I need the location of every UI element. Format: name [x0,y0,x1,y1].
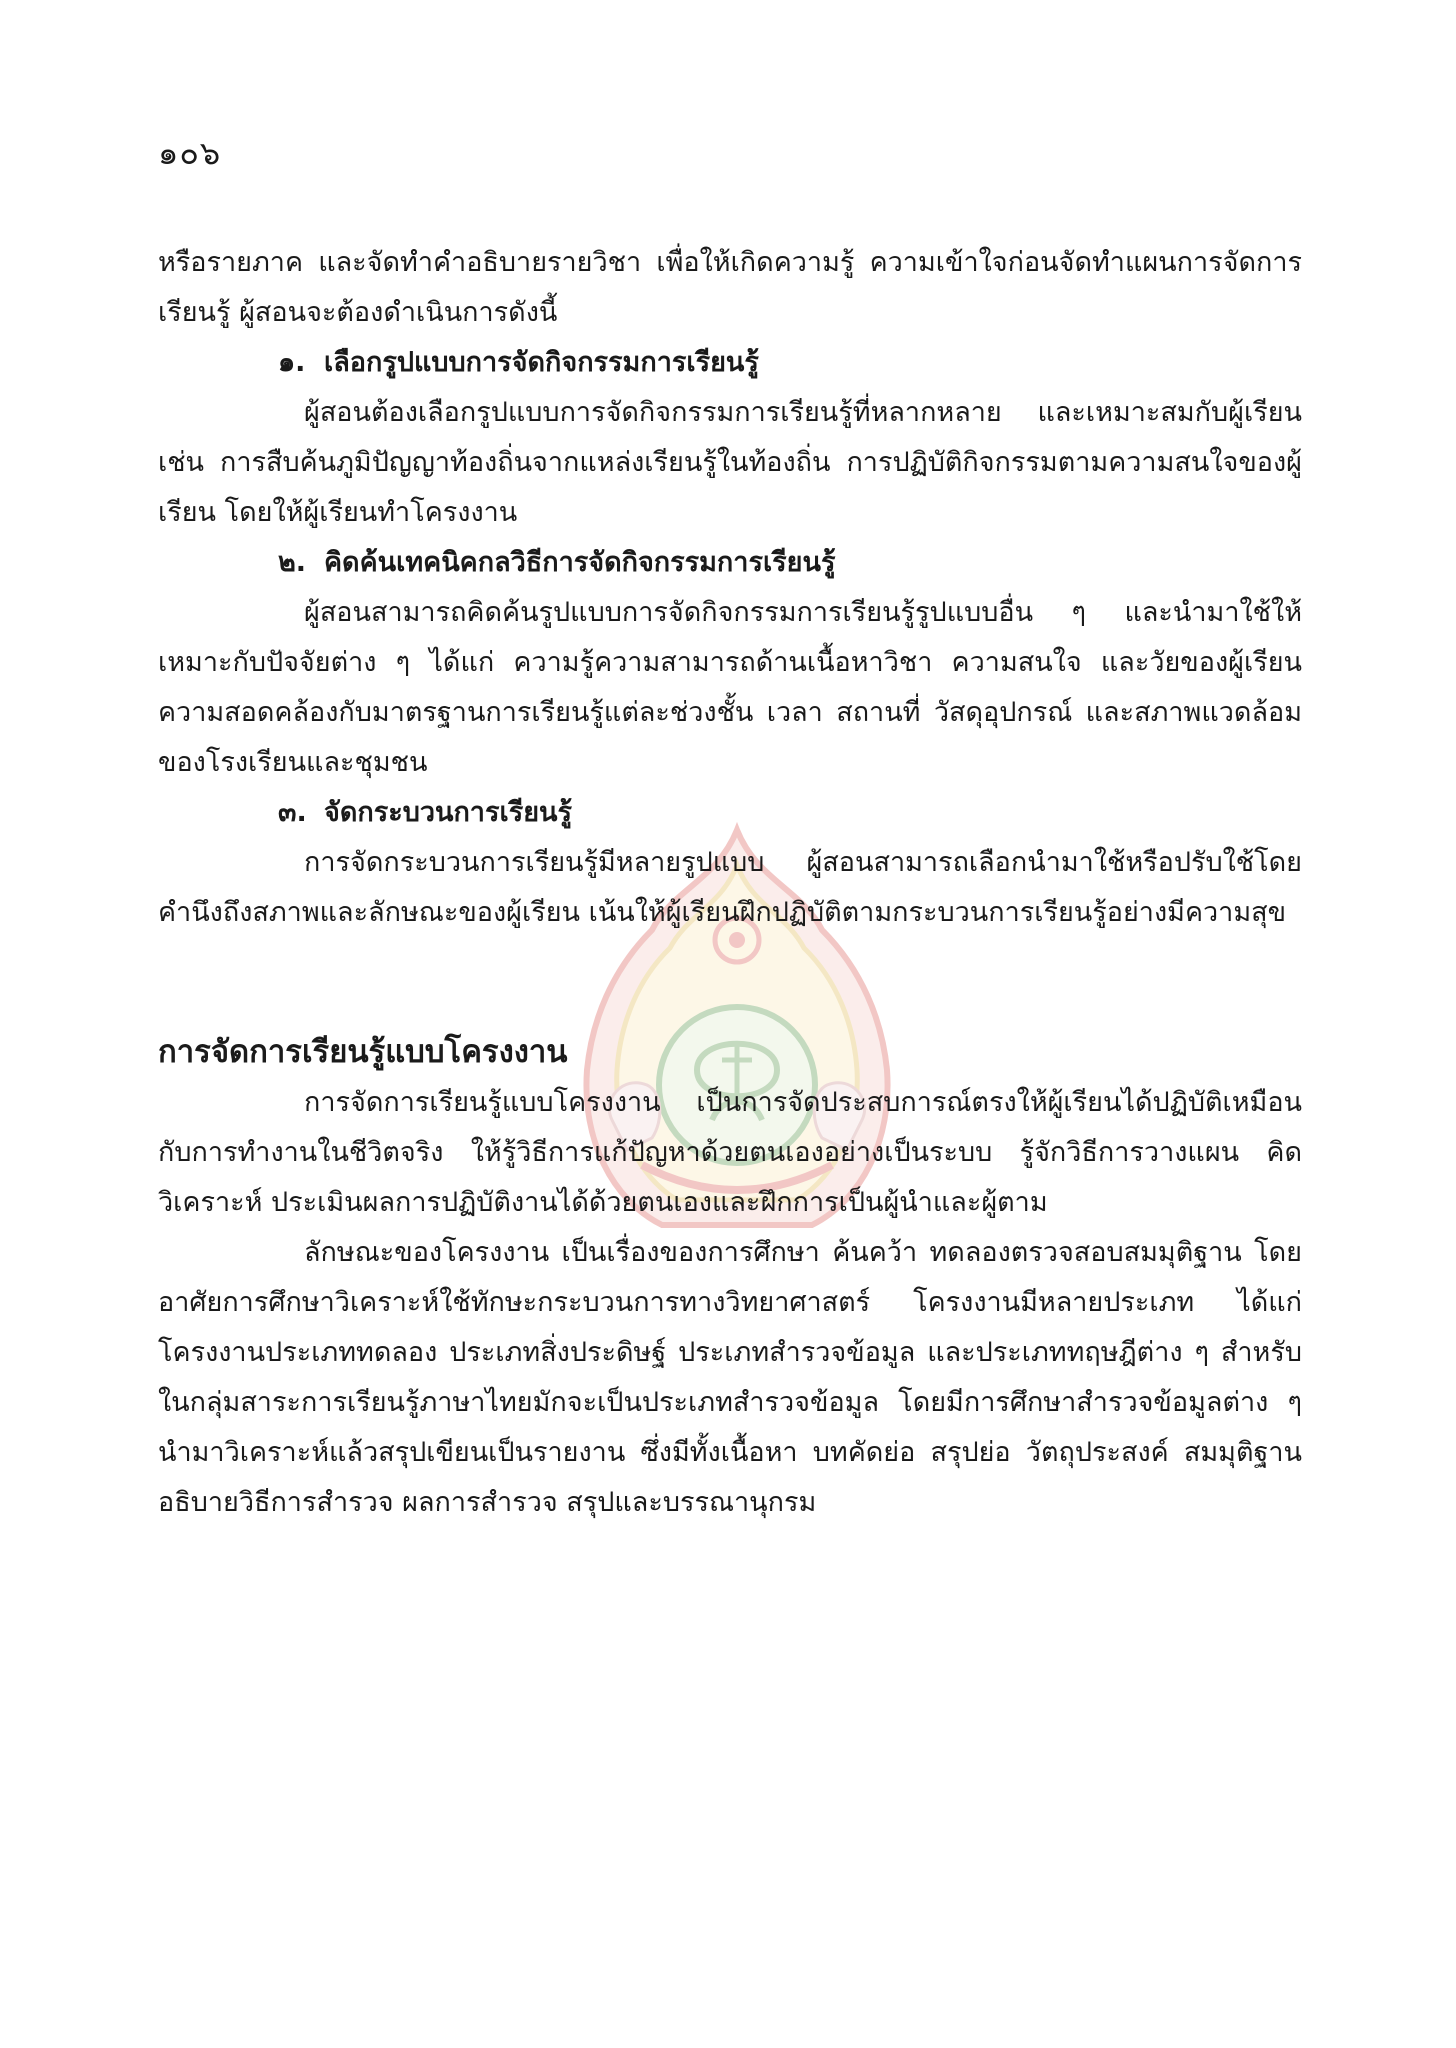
item-body-1: ผู้สอนต้องเลือกรูปแบบการจัดกิจกรรมการเรียนรู้ที่หลากหลาย และเหมาะสมกับผู้เรียน เช่น การสืบค้นภูมิปัญญาท้องถิ่นจากแหล่งเรียนรู้ในท้องถิ่น การปฏิบัติกิจกรรมตามความสนใจของผู้เรียน โดยให้ผู้เรียนทำโครงงาน [158,397,1302,528]
section-title: การจัดการเรียนรู้แบบโครงงาน [158,1034,568,1070]
item-heading-2 [158,538,1302,588]
item-number-1: ๑. [278,347,306,378]
item-body-3: การจัดกระบวนการเรียนรู้มีหลายรูปแบบ ผู้สอนสามารถเลือกนำมาใช้หรือปรับใช้โดยคำนึงถึงสภาพและลักษณะของผู้เรียน เน้นให้ผู้เรียนฝึกปฏิบัติตามกระบวนการเรียนรู้อย่างมีความสุข [158,847,1302,928]
item-title-3: จัดกระบวนการเรียนรู้ [324,797,572,828]
section-paragraph-1: การจัดการเรียนรู้แบบโครงงาน เป็นการจัดประสบการณ์ตรงให้ผู้เรียนได้ปฏิบัติเหมือนกับการทำงานในชีวิตจริง ให้รู้วิธีการแก้ปัญหาด้วยตนเองอย่างเป็นระบบ รู้จักวิธีการวางแผน คิดวิเคราะห์ ประเมินผลการปฏิบัติงานได้ด้วยตนเองและฝึกการเป็นผู้นำและผู้ตาม [158,1087,1302,1218]
item-body-2: ผู้สอนสามารถคิดค้นรูปแบบการจัดกิจกรรมการเรียนรู้รูปแบบอื่น ๆ และนำมาใช้ให้เหมาะกับปัจจัยต่าง ๆ ได้แก่ ความรู้ความสามารถด้านเนื้อหาวิชา ความสนใจ และวัยของผู้เรียน ความสอดคล้องกับมาตรฐานการเรียนรู้แต่ละช่วงชั้น เวลา สถานที่ วัสดุอุปกรณ์ และสภาพแวดล้อมของโรงเรียนและชุมชน [158,597,1302,778]
item-title-1: เลือกรูปแบบการจัดกิจกรรมการเรียนรู้ [324,347,759,378]
section-paragraph-2: ลักษณะของโครงงาน เป็นเรื่องของการศึกษา ค้นคว้า ทดลองตรวจสอบสมมุติฐาน โดยอาศัยการศึกษาวิเคราะห์ใช้ทักษะกระบวนการทางวิทยาศาสตร์ โครงงานมีหลายประเภท ได้แก่ โครงงานประเภททดลอง ประเภทสิ่งประดิษฐ์ ประเภทสำรวจข้อมูล และประเภททฤษฎีต่าง ๆ สำหรับในกลุ่มสาระการเรียนรู้ภาษาไทยมักจะเป็นประเภทสำรวจข้อมูล โดยมีการศึกษาสำรวจข้อมูลต่าง ๆ นำมาวิเคราะห์แล้วสรุปเขียนเป็นรายงาน ซึ่งมีทั้งเนื้อหา บทคัดย่อ สรุปย่อ วัตถุประสงค์ สมมุติฐาน อธิบายวิธีการสำรวจ ผลการสำรวจ สรุปและบรรณานุกรม [158,1237,1302,1518]
item-heading-1 [158,338,1302,388]
document-body [158,238,1302,1528]
page-number: ๑๐๖ [158,134,222,172]
intro-paragraph: หรือรายภาค และจัดทำคำอธิบายรายวิชา เพื่อให้เกิดความรู้ ความเข้าใจก่อนจัดทำแผนการจัดการเรียนรู้ ผู้สอนจะต้องดำเนินการดังนี้ [158,247,1302,328]
item-number-3: ๓. [278,797,307,828]
item-number-2: ๒. [278,547,307,578]
item-title-2: คิดค้นเทคนิคกลวิธีการจัดกิจกรรมการเรียนรู้ [324,547,836,578]
item-heading-3 [158,788,1302,838]
